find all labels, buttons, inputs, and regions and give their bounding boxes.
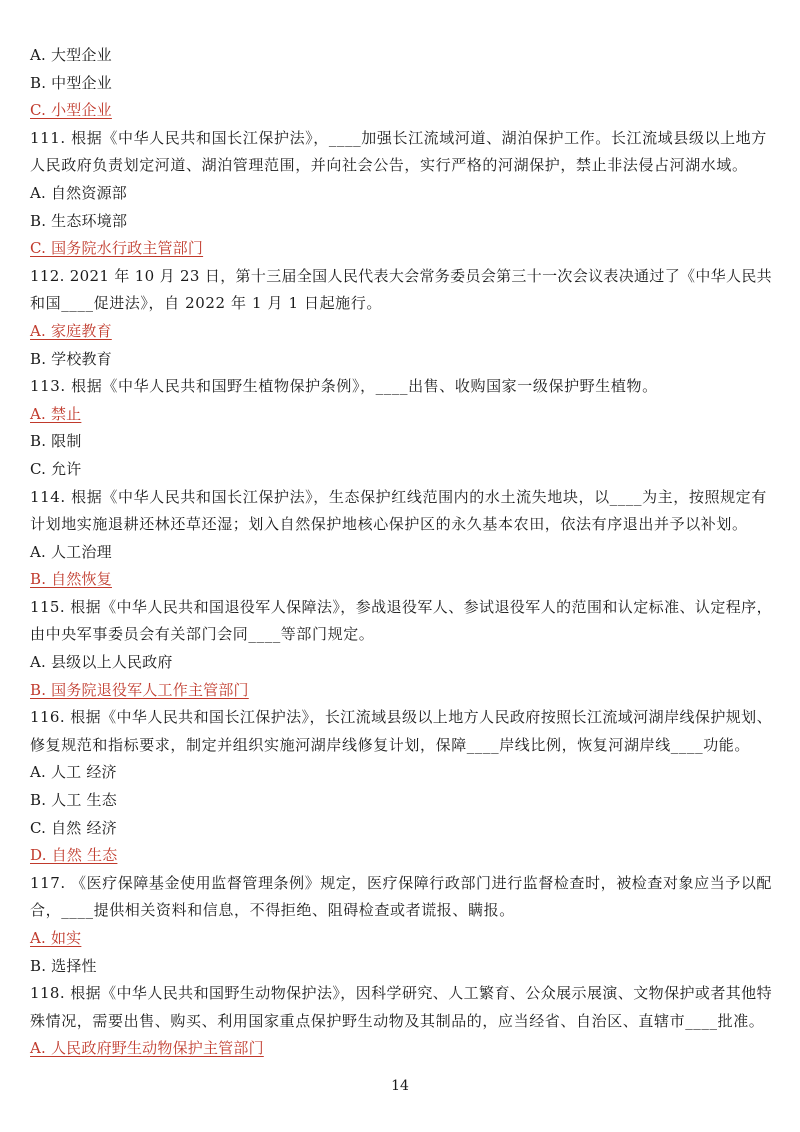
line-text: C. 允许 [30,459,82,478]
option-line [30,787,775,815]
answer-line [30,97,775,125]
option-line [30,42,775,70]
answer-line [30,677,775,705]
line-text: 计划地实施退耕还林还草还湿；划入自然保护地核心保护区的永久基本农田，依法有序退出并予以补划。 [30,515,748,534]
line-text: C. 小型企业 [30,101,112,120]
line-text: B. 自然恢复 [30,570,112,589]
question-text-line [30,152,775,180]
page-number: 14 [391,1078,409,1094]
line-text: B. 限制 [30,432,82,451]
question-text-line [30,263,775,291]
line-text: 111. 根据《中华人民共和国长江保护法》，____加强长江流域河道、湖泊保护工作。长江流域县级以上地方 [30,128,767,147]
line-text: 殊情况，需要出售、购买、利用国家重点保护野生动物及其制品的，应当经省、自治区、直辖市____批准。 [30,1011,765,1030]
line-text: 115. 根据《中华人民共和国退役军人保障法》，参战退役军人、参试退役军人的范围和认定标准、认定程序， [30,597,772,616]
question-text-line [30,1008,775,1036]
question-text-line [30,980,775,1008]
question-text-line [30,732,775,760]
question-text-line [30,484,775,512]
answer-line [30,1035,775,1063]
question-text-line [30,373,775,401]
option-line [30,649,775,677]
option-line [30,456,775,484]
option-line [30,70,775,98]
question-text-line [30,870,775,898]
line-text: 人民政府负责划定河道、湖泊管理范围，并向社会公告，实行严格的河湖保护，禁止非法侵占河湖水域。 [30,156,748,175]
answer-line [30,842,775,870]
line-text: B. 国务院退役军人工作主管部门 [30,680,249,699]
line-text: 117. 《医疗保障基金使用监督管理条例》规定，医疗保障行政部门进行监督检查时，被检查对象应当予以配 [30,873,772,892]
line-text: 114. 根据《中华人民共和国长江保护法》，生态保护红线范围内的水土流失地块，以____为主，按照规定有 [30,487,767,506]
line-text: C. 自然 经济 [30,818,117,837]
answer-line [30,318,775,346]
line-text: 合，____提供相关资料和信息，不得拒绝、阻碍检查或者谎报、瞒报。 [30,901,515,920]
answer-line [30,235,775,263]
option-line [30,539,775,567]
line-text: B. 人工 生态 [30,791,117,810]
question-text-line [30,290,775,318]
answer-line [30,925,775,953]
question-text-line [30,897,775,925]
line-text: A. 人民政府野生动物保护主管部门 [30,1039,264,1058]
line-text: A. 自然资源部 [30,183,127,202]
option-line [30,815,775,843]
line-text: A. 人工 经济 [30,763,117,782]
option-line [30,346,775,374]
option-line [30,759,775,787]
option-line [30,428,775,456]
line-text: 116. 根据《中华人民共和国长江保护法》，长江流域县级以上地方人民政府按照长江流域河湖岸线保护规划、 [30,708,772,727]
option-line [30,180,775,208]
line-text: A. 大型企业 [30,46,112,64]
answer-line [30,566,775,594]
line-text: B. 中型企业 [30,73,112,92]
question-text-line [30,621,775,649]
line-text: A. 如实 [30,929,82,947]
line-text: A. 县级以上人民政府 [30,653,173,672]
line-text: 113. 根据《中华人民共和国野生植物保护条例》，____出售、收购国家一级保护野生植物。 [30,377,658,396]
question-text-line [30,704,775,732]
line-text: 修复规范和指标要求，制定并组织实施河湖岸线修复计划，保障____岸线比例，恢复河湖岸线____功能。 [30,735,751,754]
line-text: A. 家庭教育 [30,321,112,340]
question-text-line [30,594,775,622]
line-text: B. 选择性 [30,956,97,975]
document-body [30,42,775,1063]
line-text: C. 国务院水行政主管部门 [30,239,204,258]
line-text: D. 自然 生态 [30,846,118,865]
question-text-line [30,511,775,539]
line-text: A. 人工治理 [30,542,112,561]
line-text: B. 学校教育 [30,349,112,368]
line-text: 和国____促进法》，自 2022 年 1 月 1 日起施行。 [30,294,382,313]
line-text: 由中央军事委员会有关部门会同____等部门规定。 [30,625,375,644]
answer-line [30,401,775,429]
line-text: A. 禁止 [30,404,82,423]
question-text-line [30,125,775,153]
option-line [30,953,775,981]
line-text: B. 生态环境部 [30,211,128,230]
line-text: 112. 2021 年 10 月 23 日，第十三届全国人民代表大会常务委员会第三十一次会议表决通过了《中华人民共 [30,266,772,285]
option-line [30,208,775,236]
line-text: 118. 根据《中华人民共和国野生动物保护法》，因科学研究、人工繁育、公众展示展演、文物保护或者其他特 [30,984,772,1003]
